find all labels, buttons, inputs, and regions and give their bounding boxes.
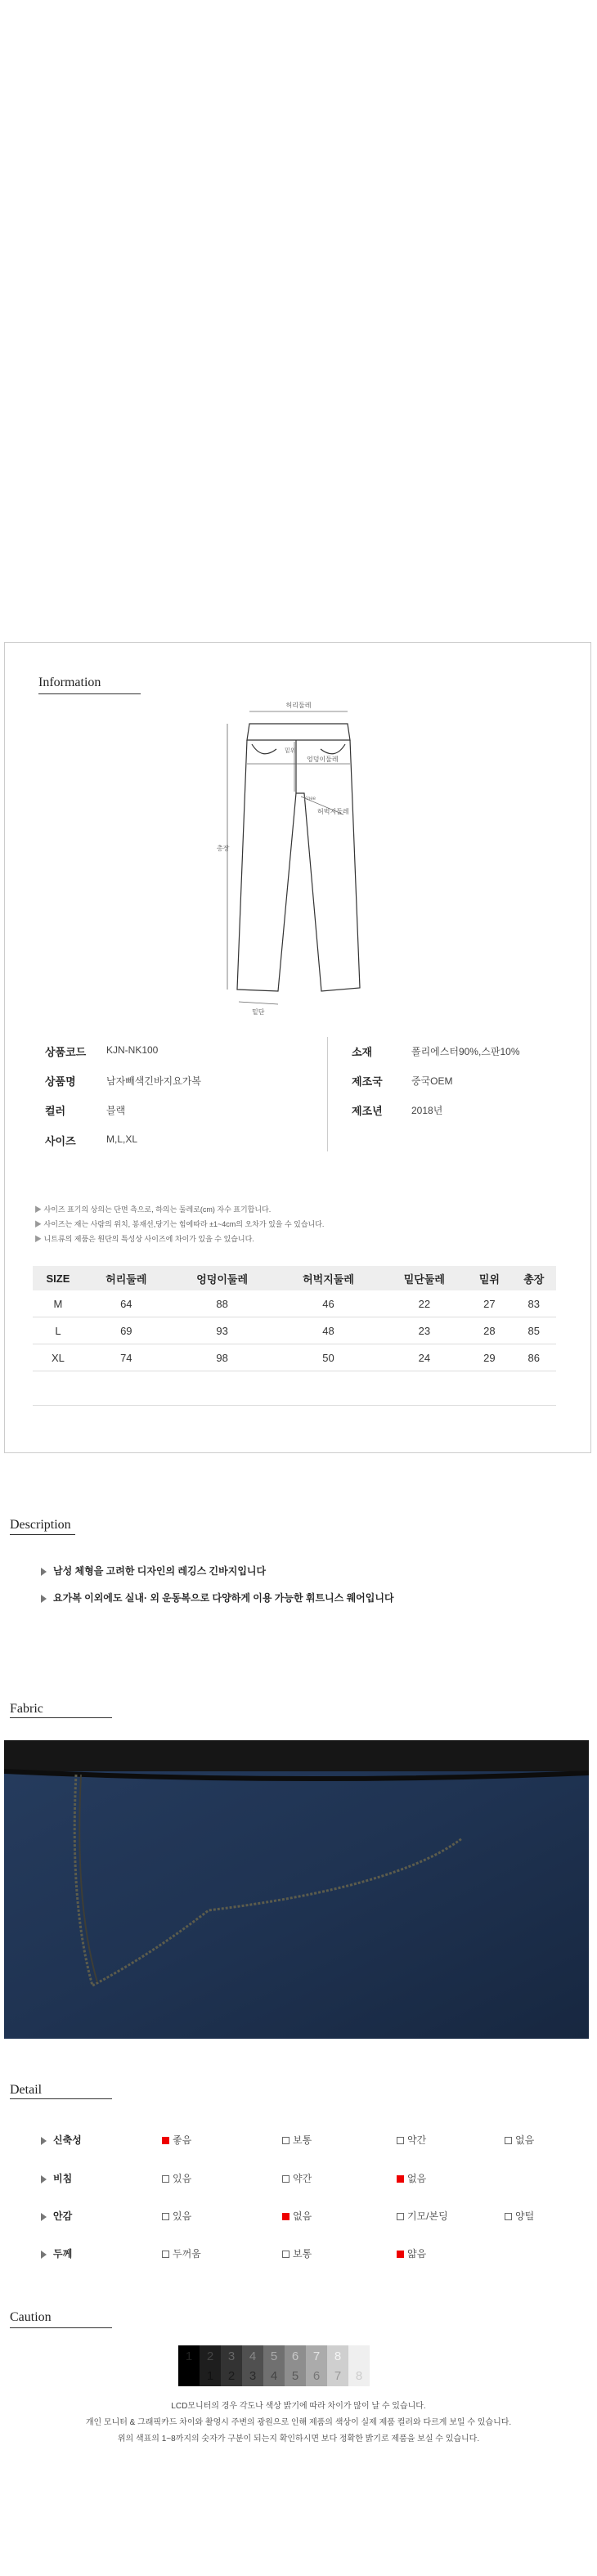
swatch-number: 8	[355, 2369, 363, 2383]
spec-value-color: 블랙	[106, 1105, 126, 1116]
caution-underline	[10, 2327, 112, 2328]
size-cell: 48	[276, 1317, 382, 1344]
swatch-number: 1	[206, 2369, 214, 2383]
checkbox-empty-icon	[397, 2137, 404, 2144]
size-table-header: 허벅지둘레	[276, 1266, 382, 1290]
triangle-bullet-icon	[41, 2175, 47, 2183]
swatch-number: 8	[334, 2349, 342, 2363]
swatch-number: 5	[291, 2369, 299, 2383]
detail-option: 기모/본딩	[397, 2209, 448, 2223]
diagram-rise-label: 밑위	[285, 748, 296, 754]
checkbox-checked-icon	[397, 2175, 404, 2183]
size-cell: 86	[512, 1344, 556, 1371]
detail-option: 없음	[282, 2209, 312, 2223]
swatch-number: 4	[249, 2349, 257, 2363]
diagram-length-label: 총장	[217, 845, 230, 852]
diagram-knee-label: Knee	[304, 797, 316, 801]
spec-label-name: 상품명	[45, 1075, 76, 1088]
swatch-number: 4	[270, 2369, 278, 2383]
detail-label-lining: 안감	[41, 2209, 72, 2223]
table-row	[33, 1317, 556, 1344]
triangle-bullet-icon	[41, 2251, 47, 2259]
swatch-number: 7	[312, 2349, 321, 2363]
detail-option: 양털	[505, 2209, 534, 2223]
swatch-number: 5	[270, 2349, 278, 2363]
triangle-bullet-icon	[41, 1595, 47, 1603]
fabric-photo	[4, 1740, 589, 2039]
size-cell: L	[33, 1317, 83, 1344]
detail-option: 보통	[282, 2246, 312, 2260]
checkbox-empty-icon	[162, 2213, 169, 2220]
detail-title: Detail	[10, 2083, 43, 2097]
description-item: 남성 체형을 고려한 디자인의 레깅스 긴바지입니다	[41, 1564, 266, 1577]
detail-option: 없음	[505, 2133, 534, 2147]
spec-label-origin: 제조국	[352, 1075, 383, 1088]
spec-label-material: 소재	[352, 1046, 373, 1058]
detail-option: 약간	[282, 2171, 312, 2185]
spec-value-code: KJN-NK100	[106, 1044, 159, 1056]
diagram-hip-label: 엉덩이둘레	[307, 756, 339, 763]
checkbox-empty-icon	[505, 2213, 512, 2220]
checkbox-empty-icon	[282, 2251, 290, 2258]
detail-option: 있음	[162, 2209, 191, 2223]
size-table-header: 허리둘레	[83, 1266, 169, 1290]
spec-value-origin: 중국OEM	[411, 1075, 453, 1087]
size-table-header: 밑단둘레	[381, 1266, 467, 1290]
information-underline	[38, 693, 141, 694]
spec-divider	[327, 1037, 328, 1151]
spec-label-size: 사이즈	[45, 1135, 76, 1147]
spec-label-color: 컬러	[45, 1105, 66, 1117]
swatch-number: 3	[227, 2349, 236, 2363]
size-cell: 46	[276, 1290, 382, 1317]
size-cell: 24	[381, 1344, 467, 1371]
size-cell: 98	[169, 1344, 276, 1371]
description-underline	[10, 1534, 75, 1535]
checkbox-empty-icon	[397, 2213, 404, 2220]
caution-text: 개인 모니터 & 그래픽카드 차이와 촬영시 주변의 광원으로 인해 제품의 색상이 실제 제품 컬러와 다르게 보일 수 있습니다.	[85, 2418, 512, 2427]
description-title: Description	[10, 1518, 71, 1532]
size-cell: 29	[467, 1344, 511, 1371]
size-cell: 88	[169, 1290, 276, 1317]
size-cell: 23	[381, 1317, 467, 1344]
size-table-header: 밑위	[467, 1266, 511, 1290]
size-cell: 28	[467, 1317, 511, 1344]
size-note: ▶ 사이즈 표기의 상의는 단면 측으로, 하의는 둘레로(cm) 자수 표기합니다.	[34, 1205, 272, 1214]
size-cell: 50	[276, 1344, 382, 1371]
swatch-number: 6	[291, 2349, 299, 2363]
size-table	[33, 1266, 556, 1371]
table-row	[33, 1290, 556, 1317]
spec-label-code: 상품코드	[45, 1046, 87, 1058]
size-cell: 22	[381, 1290, 467, 1317]
swatch-number: 3	[249, 2369, 257, 2383]
size-note: ▶ 사이즈는 재는 사람의 위치, 봉재선,당기는 힘에따라 ±1~4cm의 오차가 있을 수 있습니다.	[34, 1220, 325, 1228]
table-bottom-divider	[33, 1405, 556, 1406]
size-cell: 83	[512, 1290, 556, 1317]
spec-label-year: 제조년	[352, 1105, 383, 1117]
size-cell: M	[33, 1290, 83, 1317]
information-title: Information	[38, 675, 101, 689]
detail-underline	[10, 2098, 112, 2099]
checkbox-empty-icon	[505, 2137, 512, 2144]
spec-value-material: 폴리에스터90%,스판10%	[411, 1046, 520, 1057]
size-cell: 27	[467, 1290, 511, 1317]
checkbox-empty-icon	[282, 2175, 290, 2183]
pants-diagram	[213, 695, 384, 1018]
triangle-bullet-icon	[41, 2137, 47, 2145]
size-table-header: 엉덩이둘레	[169, 1266, 276, 1290]
spec-value-size: M,L,XL	[106, 1133, 138, 1145]
size-cell: 64	[83, 1290, 169, 1317]
description-item: 요가복 이외에도 실내· 외 운동복으로 다양하게 이용 가능한 휘트니스 웨어입니다	[41, 1591, 394, 1604]
triangle-bullet-icon	[41, 2213, 47, 2221]
detail-option: 얇음	[397, 2246, 426, 2260]
size-cell: 85	[512, 1317, 556, 1344]
checkbox-empty-icon	[162, 2251, 169, 2258]
detail-label-sheer: 비침	[41, 2171, 72, 2185]
diagram-hem-label: 밑단	[252, 1008, 265, 1016]
caution-text: 위의 색표의 1~8까지의 숫자가 구분이 되는지 확인하시면 보다 정확한 밝기로 제품을 보실 수 있습니다.	[117, 2435, 480, 2444]
size-cell: 69	[83, 1317, 169, 1344]
diagram-waist-label: 허리둘레	[285, 702, 312, 709]
checkbox-checked-icon	[282, 2213, 290, 2220]
swatch-number: 2	[206, 2349, 214, 2363]
detail-option: 두꺼움	[162, 2246, 201, 2260]
triangle-bullet-icon	[41, 1568, 47, 1576]
size-cell: XL	[33, 1344, 83, 1371]
swatch-number: 7	[334, 2369, 342, 2383]
size-table-header: 총장	[512, 1266, 556, 1290]
detail-option: 없음	[397, 2171, 426, 2185]
detail-label-stretch: 신축성	[41, 2133, 82, 2147]
detail-option: 보통	[282, 2133, 312, 2147]
checkbox-checked-icon	[162, 2137, 169, 2144]
caution-text: LCD모니터의 경우 각도나 색상 밝기에 따라 차이가 많이 날 수 있습니다.	[171, 2402, 426, 2411]
detail-option: 좋음	[162, 2133, 191, 2147]
swatch-number: 1	[185, 2349, 193, 2363]
swatch-number: 2	[227, 2369, 236, 2383]
size-cell: 93	[169, 1317, 276, 1344]
spec-value-name: 남자빼색긴바지요가복	[106, 1075, 201, 1087]
detail-option: 약간	[397, 2133, 426, 2147]
size-note: ▶ 니트류의 제품은 원단의 특성상 사이즈에 차이가 있을 수 있습니다.	[34, 1235, 254, 1243]
size-cell: 74	[83, 1344, 169, 1371]
checkbox-empty-icon	[282, 2137, 290, 2144]
detail-option: 있음	[162, 2171, 191, 2185]
fabric-underline	[10, 1717, 112, 1718]
diagram-thigh-label: 허벅지둘레	[317, 808, 349, 815]
swatch-number: 6	[312, 2369, 321, 2383]
checkbox-checked-icon	[397, 2251, 404, 2258]
fabric-title: Fabric	[10, 1702, 43, 1716]
caution-title: Caution	[10, 2310, 52, 2324]
spec-value-year: 2018년	[411, 1105, 443, 1116]
size-table-header: SIZE	[33, 1266, 83, 1290]
detail-label-thickness: 두께	[41, 2246, 72, 2260]
checkbox-empty-icon	[162, 2175, 169, 2183]
table-row	[33, 1344, 556, 1371]
